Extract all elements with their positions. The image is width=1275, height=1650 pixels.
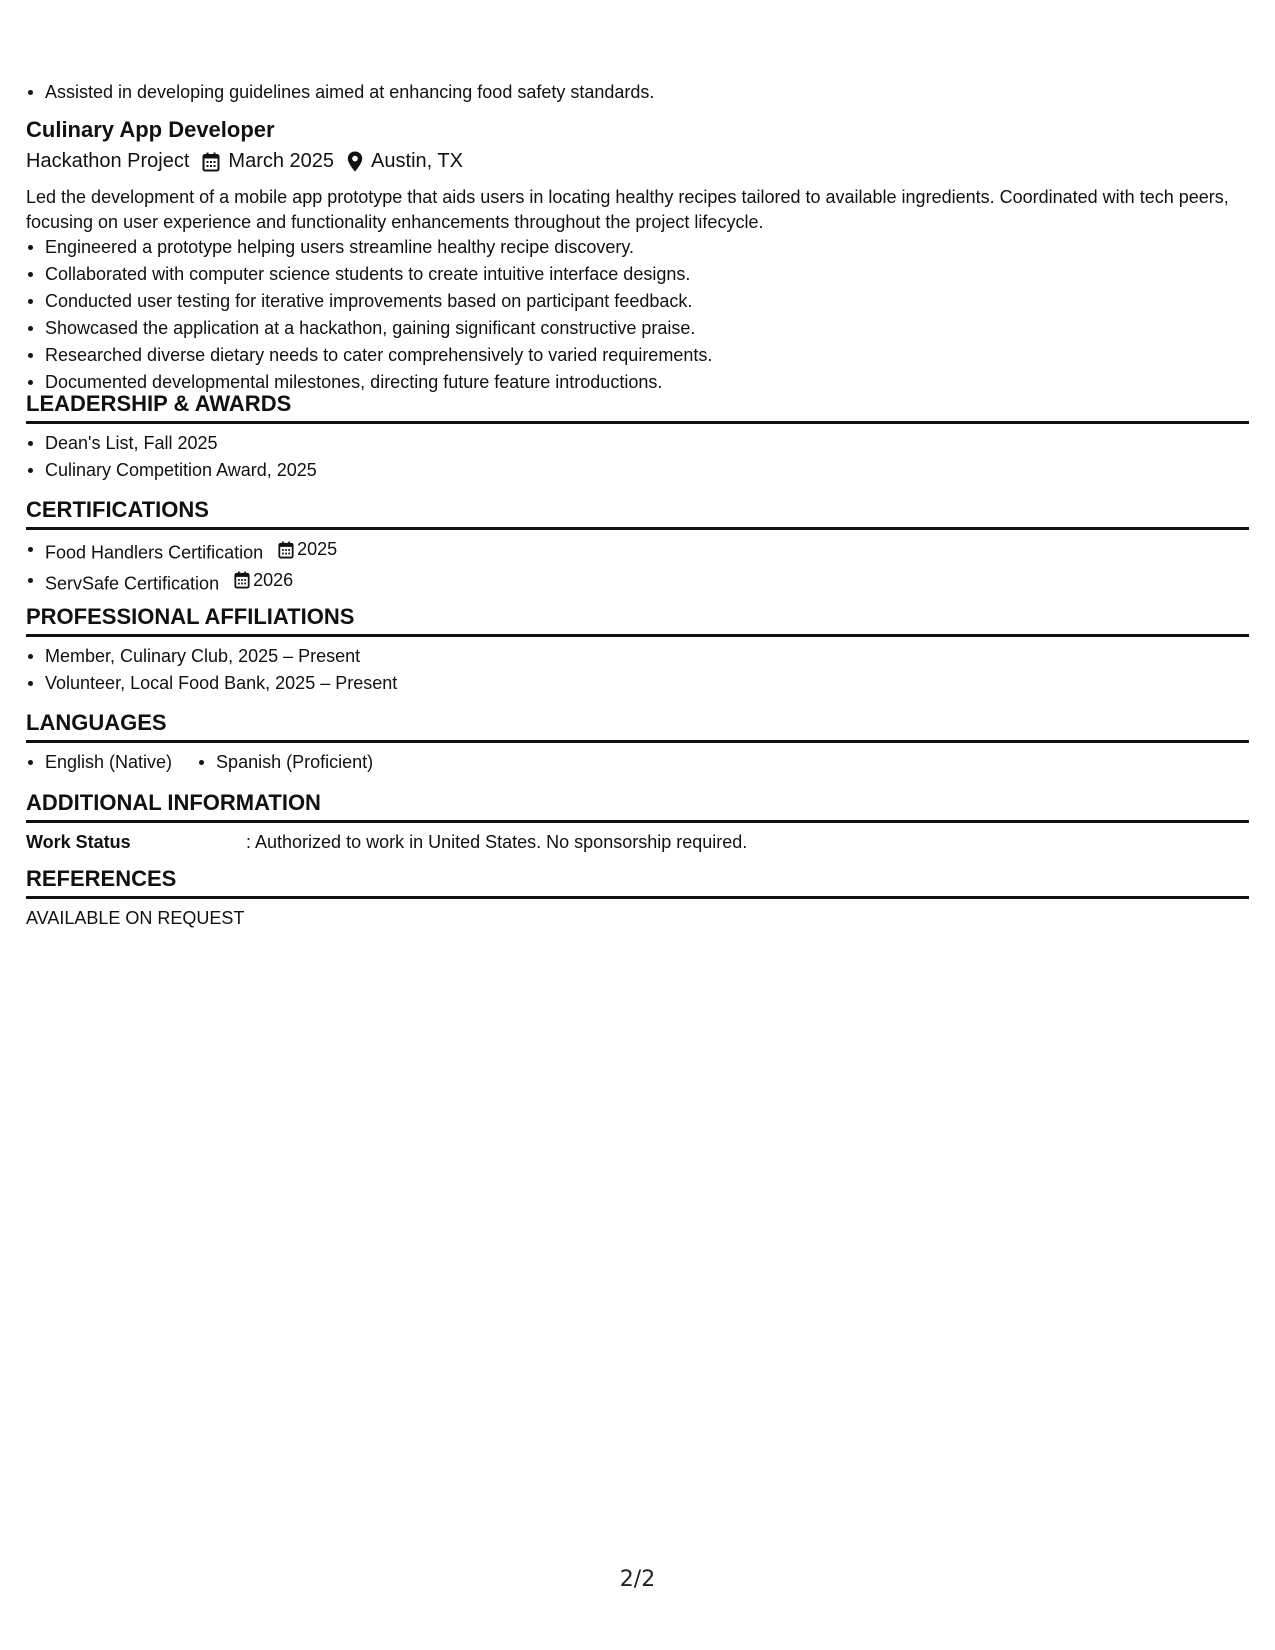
references-text: AVAILABLE ON REQUEST	[26, 908, 245, 928]
list-item: Researched diverse dietary needs to cater comprehensively to varied requirements.	[26, 342, 1249, 369]
job-location: Austin, TX	[371, 150, 463, 172]
certifications-section	[26, 496, 1249, 597]
list-item: Culinary Competition Award, 2025	[26, 457, 1249, 484]
section-heading: CERTIFICATIONS	[26, 496, 1249, 530]
previous-job-bullets	[26, 79, 1249, 106]
job-title: Culinary App Developer	[26, 117, 275, 142]
section-heading: REFERENCES	[26, 865, 1249, 899]
calendar-icon	[202, 152, 220, 172]
section-heading: PROFESSIONAL AFFILIATIONS	[26, 603, 1249, 637]
certification-year: 2026	[253, 569, 294, 590]
references-section	[26, 865, 1249, 931]
leadership-section	[26, 390, 1249, 484]
list-item: Spanish (Proficient)	[197, 749, 373, 776]
list-item: Engineered a prototype helping users streamline healthy recipe discovery.	[26, 234, 1249, 261]
leadership-list	[26, 430, 1249, 484]
additional-info-section	[26, 789, 1249, 855]
list-item: Documented developmental milestones, directing future feature introductions.	[26, 369, 1249, 396]
list-item: English (Native)	[26, 749, 172, 776]
map-pin-icon	[347, 151, 363, 172]
calendar-icon	[278, 541, 294, 559]
certification-year: 2025	[297, 539, 338, 559]
job-company: Hackathon Project	[26, 150, 190, 172]
languages-section	[26, 709, 1249, 776]
list-item: Dean's List, Fall 2025	[26, 430, 1249, 457]
certification-name: Food Handlers Certification	[45, 542, 264, 563]
work-status-row	[26, 829, 1249, 855]
list-item: Volunteer, Local Food Bank, 2025 – Present	[26, 670, 1249, 697]
list-item: Member, Culinary Club, 2025 – Present	[26, 643, 1249, 670]
section-heading: LANGUAGES	[26, 709, 1249, 743]
list-item: Conducted user testing for iterative improvements based on participant feedback.	[26, 288, 1249, 315]
certifications-list	[26, 536, 1249, 597]
list-item: Showcased the application at a hackathon, gaining significant constructive praise.	[26, 315, 1249, 342]
section-heading: ADDITIONAL INFORMATION	[26, 789, 1249, 823]
list-item	[26, 567, 1249, 598]
affiliations-list	[26, 643, 1249, 697]
section-heading: LEADERSHIP & AWARDS	[26, 390, 1249, 424]
job-date: March 2025	[228, 150, 335, 172]
calendar-icon	[234, 571, 250, 589]
list-item	[26, 536, 1249, 567]
work-status-value: : Authorized to work in United States. No sponsorship required.	[246, 832, 748, 852]
list-item: Collaborated with computer science students to create intuitive interface designs.	[26, 261, 1249, 288]
work-status-label: Work Status	[26, 832, 131, 852]
page-number: 2/2	[619, 1567, 656, 1592]
languages-list	[26, 749, 1249, 776]
certification-name: ServSafe Certification	[45, 573, 220, 593]
job-description: Led the development of a mobile app prototype that aids users in locating healthy recipes tailored to available ingredients. Coordinated with tech peers, focusing on user experience and functionality enhancements throughout the project lifecycle.	[26, 187, 1229, 232]
job-meta	[26, 150, 463, 173]
list-item: Assisted in developing guidelines aimed at enhancing food safety standards.	[26, 79, 1249, 106]
job-bullets	[26, 234, 1249, 396]
affiliations-section	[26, 603, 1249, 697]
